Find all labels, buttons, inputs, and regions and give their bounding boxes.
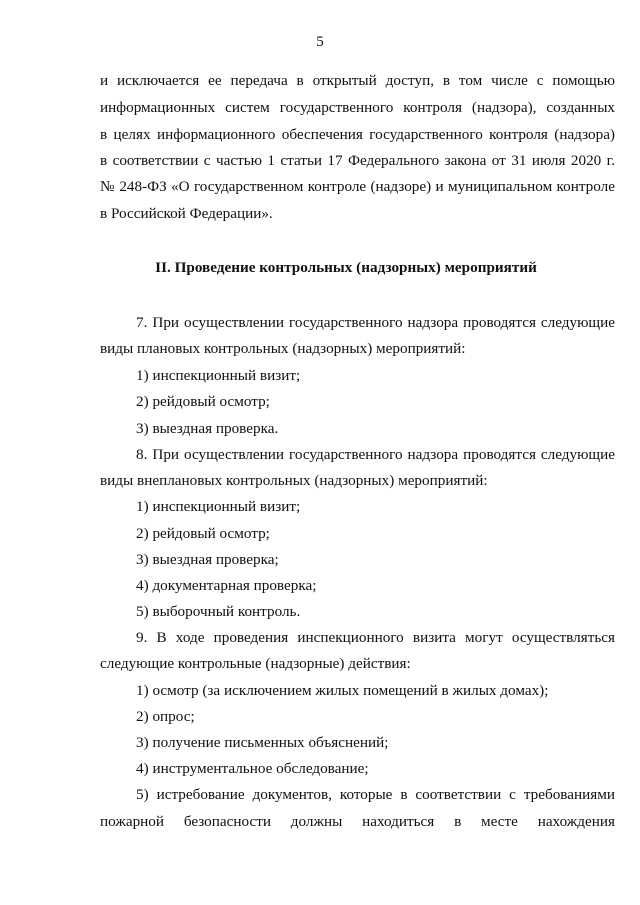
item9-list-item: 2) опрос; xyxy=(136,708,195,725)
item7-list-item: 2) рейдовый осмотр; xyxy=(136,393,270,410)
item8-line-1: 8. При осуществлении государственного надзора проводятся следующие xyxy=(136,446,615,463)
item9-list-item: 4) инструментальное обследование; xyxy=(136,760,369,777)
item7-line-1: 7. При осуществлении государственного надзора проводятся следующие xyxy=(136,314,615,331)
item8-list-item: 3) выездная проверка; xyxy=(136,551,279,568)
item7-list-item: 3) выездная проверка. xyxy=(136,420,279,437)
intro-line-3: в целях информационного обеспечения государственного контроля (надзора) xyxy=(100,126,615,143)
intro-line-5: № 248-ФЗ «О государственном контроле (надзоре) и муниципальном контроле xyxy=(100,178,615,195)
item9-list-item-5-line-1: 5) истребование документов, которые в соответствии с требованиями xyxy=(136,786,615,803)
item7-list-item: 1) инспекционный визит; xyxy=(136,367,301,384)
page-number: 5 xyxy=(316,34,324,50)
item9-list-item-5-line-2: пожарной безопасности должны находиться в месте нахождения xyxy=(100,813,615,830)
item8-list-item: 5) выборочный контроль. xyxy=(136,603,301,620)
item8-list-item: 2) рейдовый осмотр; xyxy=(136,525,270,542)
item9-line-2: следующие контрольные (надзорные) действия: xyxy=(100,655,411,672)
item8-list-item: 1) инспекционный визит; xyxy=(136,498,301,515)
item8-line-2: виды внеплановых контрольных (надзорных) мероприятий: xyxy=(100,472,488,489)
item9-line-1: 9. В ходе проведения инспекционного визита могут осуществляться xyxy=(136,629,615,646)
intro-line-2: информационных систем государственного контроля (надзора), созданных xyxy=(100,99,615,116)
intro-line-4: в соответствии с частью 1 статьи 17 Федерального закона от 31 июля 2020 г. xyxy=(100,152,615,169)
item9-list-item: 1) осмотр (за исключением жилых помещений в жилых домах); xyxy=(136,682,549,699)
intro-line-6: в Российской Федерации». xyxy=(100,205,273,222)
item8-list-item: 4) документарная проверка; xyxy=(136,577,317,594)
intro-line-1: и исключается ее передача в открытый доступ, в том числе с помощью xyxy=(100,72,615,89)
item9-list-item: 3) получение письменных объяснений; xyxy=(136,734,389,751)
item7-line-2: виды плановых контрольных (надзорных) мероприятий: xyxy=(100,340,466,357)
section-heading: II. Проведение контрольных (надзорных) мероприятий xyxy=(155,259,537,276)
